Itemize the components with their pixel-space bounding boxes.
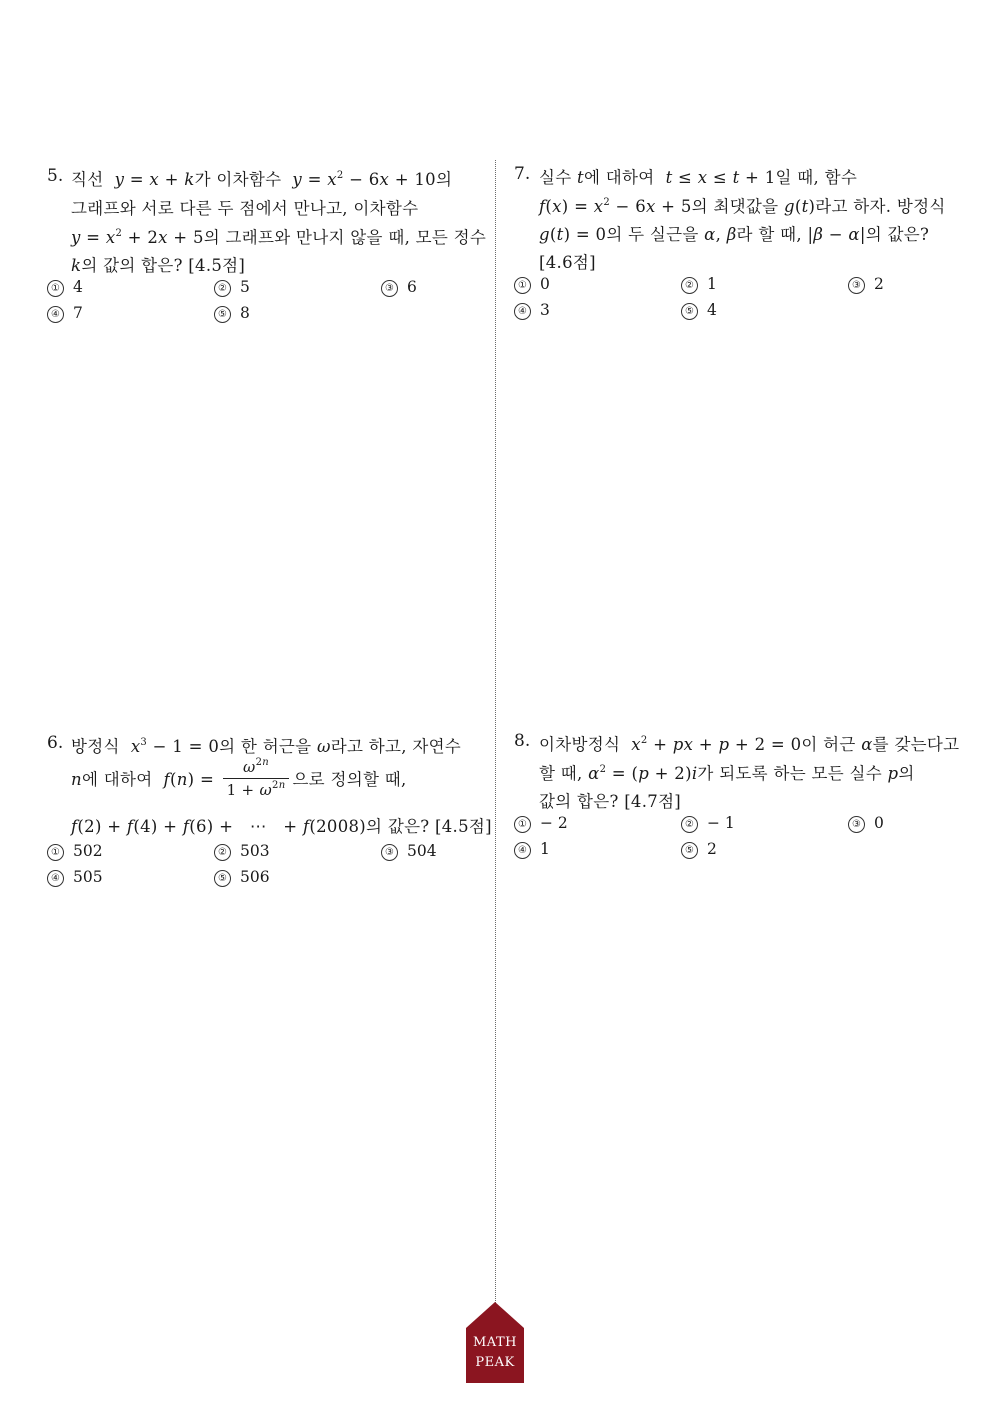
problem-number: 8. [514, 731, 531, 751]
circled-number-icon: ① [47, 280, 64, 297]
circled-number-icon: ③ [381, 280, 398, 297]
problem-line: [4.6점] [539, 253, 596, 272]
choice-2[interactable]: ② 1 [681, 275, 717, 294]
problem-number: 7. [514, 164, 531, 184]
circled-number-icon: ⑤ [681, 842, 698, 859]
column-divider [495, 160, 496, 1305]
choice-3[interactable]: ③ 6 [381, 278, 417, 297]
circled-number-icon: ③ [381, 844, 398, 861]
choice-2[interactable]: ② − 1 [681, 814, 735, 833]
choice-1[interactable]: ① − 2 [514, 814, 568, 833]
problem-line: 실수 t에 대하여 t ≤ x ≤ t + 1일 때, 함수 [539, 168, 858, 187]
choice-3[interactable]: ③ 0 [848, 814, 884, 833]
circled-number-icon: ④ [514, 842, 531, 859]
circled-number-icon: ④ [47, 870, 64, 887]
circled-number-icon: ① [47, 844, 64, 861]
circled-number-icon: ① [514, 277, 531, 294]
fraction: $\frac{\omega^{2n}}{1 + \omega^{2n}}$ [223, 756, 290, 801]
choice-1[interactable]: ① 0 [514, 275, 550, 294]
problem-line: f(2) + f(4) + f(6) + ⋯ + f(2008)의 값은? [4.5점] [71, 817, 492, 836]
problem-number: 6. [47, 733, 64, 753]
choice-4[interactable]: ④ 3 [514, 301, 550, 320]
circled-number-icon: ⑤ [681, 303, 698, 320]
circled-number-icon: ② [214, 844, 231, 861]
problem-line: k의 값의 합은? [4.5점] [71, 256, 246, 275]
circled-number-icon: ④ [47, 306, 64, 323]
choice-5[interactable]: ⑤ 8 [214, 304, 250, 323]
choice-4[interactable]: ④ 1 [514, 840, 550, 859]
circled-number-icon: ① [514, 816, 531, 833]
problem-line: 할 때, $\alpha^2 = (p + 2)i$가 되도록 하는 모든 실수 p의 [539, 764, 915, 783]
choice-3[interactable]: ③ 504 [381, 842, 437, 861]
problem-line: 방정식 $x^3 - 1 = 0$의 한 허근을 ω라고 하고, 자연수 [71, 737, 462, 756]
problem-line: 그래프와 서로 다른 두 점에서 만나고, 이차함수 [71, 199, 419, 218]
circled-number-icon: ⑤ [214, 870, 231, 887]
choice-2[interactable]: ② 5 [214, 278, 250, 297]
circled-number-icon: ③ [848, 277, 865, 294]
logo-text-line2: PEAK [475, 1355, 515, 1370]
problem-line: n에 대하여 f(n) = $\frac{\omega^{2n}}{1 + \omega^{2n}}$ 으로 정의할 때, [71, 757, 407, 799]
choice-2[interactable]: ② 503 [214, 842, 270, 861]
problem-line: 직선 y = x + k가 이차함수 $y = x^2 - 6x + 10$의 [71, 170, 453, 189]
problem-number: 5. [47, 166, 64, 186]
circled-number-icon: ② [681, 816, 698, 833]
circled-number-icon: ② [681, 277, 698, 294]
choice-4[interactable]: ④ 7 [47, 304, 83, 323]
choice-5[interactable]: ⑤ 2 [681, 840, 717, 859]
problem-line: g(t) = 0의 두 실근을 α, β라 할 때, |β − α|의 값은? [539, 225, 930, 244]
logo-text-line1: MATH [473, 1335, 517, 1350]
problem-line: 값의 합은? [4.7점] [539, 792, 682, 811]
problem-line: $f(x) = x^2 - 6x + 5$의 최댓값을 g(t)라고 하자. 방정식 [539, 197, 946, 216]
choice-3[interactable]: ③ 2 [848, 275, 884, 294]
choice-4[interactable]: ④ 505 [47, 868, 103, 887]
circled-number-icon: ④ [514, 303, 531, 320]
math-peak-logo [466, 1302, 524, 1383]
choice-1[interactable]: ① 4 [47, 278, 83, 297]
circled-number-icon: ② [214, 280, 231, 297]
problem-line: $y = x^2 + 2x + 5$의 그래프와 만나지 않을 때, 모든 정수 [71, 228, 487, 247]
problem-line: 이차방정식 $x^2$ + px + p + 2 = 0이 허근 α를 갖는다고 [539, 735, 960, 754]
choice-1[interactable]: ① 502 [47, 842, 103, 861]
choice-5[interactable]: ⑤ 506 [214, 868, 270, 887]
circled-number-icon: ③ [848, 816, 865, 833]
choice-5[interactable]: ⑤ 4 [681, 301, 717, 320]
circled-number-icon: ⑤ [214, 306, 231, 323]
